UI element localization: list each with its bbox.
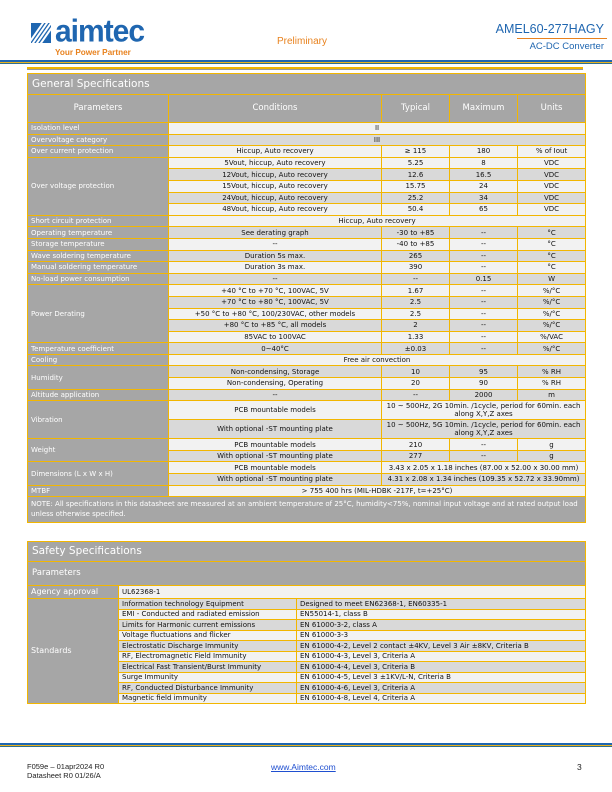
param-value: 4.31 x 2.08 x 1.34 inches (109.35 x 52.72 x 33.90mm) [382,474,586,486]
model-number: AMEL60-277HAGY [495,22,604,36]
maximum: -- [450,320,518,332]
section-title: Safety Specifications [28,542,586,562]
condition: Duration 5s max. [169,250,382,262]
condition: 0~40°C [169,343,382,355]
typical: 2.5 [382,308,450,320]
condition: +50 °C to +80 °C, 100/230VAC, other models [169,308,382,320]
maximum: 180 [450,146,518,158]
param-value: 3.43 x 2.05 x 1.18 inches (87.00 x 52.00 x 30.00 mm) [382,462,586,474]
table-row [28,389,586,401]
param-label: MTBF [28,485,169,497]
param-value: 10 ~ 500Hz, 2G 10min. /1cycle, period for 60min. each along X,Y,Z axes [382,401,586,420]
condition: With optional -ST mounting plate [169,420,382,439]
maximum: 65 [450,204,518,216]
table-row [28,485,586,497]
condition: -- [169,238,382,250]
condition: 12Vout, hiccup, Auto recovery [169,169,382,181]
condition: 85VAC to 100VAC [169,331,382,343]
logo-tagline: Your Power Partner [55,48,131,57]
standard-name: RF, Conducted Disturbance Immunity [119,683,297,694]
unit: %/°C [518,320,586,332]
standard-name: EMI - Conducted and radiated emission [119,609,297,620]
param-label: Dimensions (L x W x H) [28,462,169,485]
unit: %/°C [518,296,586,308]
maximum: 24 [450,180,518,192]
table-row [28,146,586,158]
specifications-note: NOTE: All specifications in this datasheet are measured at an ambient temperature of 25°C, humidity<75%, nominal input voltage and at rated output load unless otherwise specified. [28,497,586,522]
unit: %/°C [518,285,586,297]
safety-specifications-table [27,541,586,704]
condition: 15Vout, hiccup, Auto recovery [169,180,382,192]
maximum: -- [450,308,518,320]
condition: With optional -ST mounting plate [169,474,382,486]
typical: 20 [382,378,450,390]
maximum: 0.15 [450,273,518,285]
unit: m [518,389,586,401]
maximum: -- [450,227,518,239]
table-row [28,401,586,420]
param-label: Isolation level [28,123,169,135]
table-row [28,215,586,227]
unit: % of Iout [518,146,586,158]
maximum: -- [450,450,518,462]
footer-document-info [27,762,104,780]
standard-value: EN 61000-4-2, Level 2 contact ±4KV, Level 3 Air ±8KV, Criteria B [297,641,586,652]
param-label: Wave soldering temperature [28,250,169,262]
unit: °C [518,238,586,250]
typical: 277 [382,450,450,462]
table-row [28,238,586,250]
maximum: 95 [450,366,518,378]
maximum: 16.5 [450,169,518,181]
table-row [28,586,586,599]
table-row [28,134,586,146]
standard-value: EN 61000-3-3 [297,630,586,641]
general-specifications-table [27,73,586,523]
param-label: Agency approval [28,586,119,599]
maximum: -- [450,250,518,262]
website-link[interactable]: www.Aimtec.com [271,762,336,772]
condition: 48Vout, hiccup, Auto recovery [169,204,382,216]
maximum: 8 [450,157,518,169]
header-divider-dark [0,63,612,64]
footer-divider-dark [0,746,612,747]
standard-name: Magnetic field immunity [119,693,297,704]
standard-name: RF, Electromagnetic Field Immunity [119,651,297,662]
param-value: 10 ~ 500Hz, 5G 10min. /1cycle, period for 60min. each along X,Y,Z axes [382,420,586,439]
condition: PCB mountable models [169,462,382,474]
condition: -- [169,273,382,285]
param-label: Humidity [28,366,169,389]
logo-wordmark: aimtec [55,14,145,49]
param-value: Free air convection [169,354,586,366]
param-value: Hiccup, Auto recovery [169,215,586,227]
typical: 50.4 [382,204,450,216]
unit: g [518,439,586,451]
typical: ±0.03 [382,343,450,355]
typical: 12.6 [382,169,450,181]
param-label: Altitude application [28,389,169,401]
condition: 24Vout, hiccup, Auto recovery [169,192,382,204]
maximum: -- [450,343,518,355]
condition: Duration 3s max. [169,262,382,274]
page-number: 3 [577,762,582,772]
table-row [28,343,586,355]
header-rule-gray [27,69,583,70]
standard-name: Limits for Harmonic current emissions [119,620,297,631]
condition: +80 °C to +85 °C, all models [169,320,382,332]
param-value: III [169,134,586,146]
table-row [28,462,586,474]
table-row [28,366,586,378]
unit: g [518,450,586,462]
column-header: Parameters [28,562,586,586]
standard-value: EN 61000-4-3, Level 3, Criteria A [297,651,586,662]
logo-mark-icon [31,23,51,43]
column-header: Conditions [169,95,382,123]
model-underline [517,38,607,39]
column-header: Maximum [450,95,518,123]
condition: -- [169,389,382,401]
typical: 10 [382,366,450,378]
unit: VDC [518,204,586,216]
condition: See derating graph [169,227,382,239]
param-label: Short circuit protection [28,215,169,227]
param-label: Vibration [28,401,169,439]
page-header [0,0,612,72]
param-label: Power Derating [28,285,169,343]
standard-name: Voltage fluctuations and flicker [119,630,297,641]
maximum: -- [450,296,518,308]
maximum: -- [450,262,518,274]
typical: 5.25 [382,157,450,169]
typical: 210 [382,439,450,451]
aimtec-logo [31,14,161,61]
standard-name: Surge Immunity [119,672,297,683]
param-label: Manual soldering temperature [28,262,169,274]
unit: VDC [518,169,586,181]
condition: Non-condensing, Storage [169,366,382,378]
table-row [28,262,586,274]
standard-name: Electrostatic Discharge Immunity [119,641,297,652]
unit: %/°C [518,308,586,320]
param-value: II [169,123,586,135]
column-header: Typical [382,95,450,123]
standard-value: EN 61000-4-4, Level 3, Criteria B [297,662,586,673]
standard-value: EN55014-1, class B [297,609,586,620]
typical: 390 [382,262,450,274]
unit: VDC [518,180,586,192]
param-label: Operating temperature [28,227,169,239]
condition: PCB mountable models [169,401,382,420]
typical: 2 [382,320,450,332]
product-type: AC-DC Converter [529,41,604,52]
maximum: -- [450,439,518,451]
unit: °C [518,250,586,262]
condition: PCB mountable models [169,439,382,451]
typical: -- [382,273,450,285]
condition: With optional -ST mounting plate [169,450,382,462]
typical: 1.67 [382,285,450,297]
table-row [28,439,586,451]
maximum: 90 [450,378,518,390]
standard-value: EN 61000-4-6, Level 3, Criteria A [297,683,586,694]
standard-value: Designed to meet EN62368-1, EN60335-1 [297,599,586,610]
unit: °C [518,262,586,274]
table-row [28,250,586,262]
param-label: Cooling [28,354,169,366]
unit: %/VAC [518,331,586,343]
maximum: 34 [450,192,518,204]
maximum: -- [450,285,518,297]
typical: ≥ 115 [382,146,450,158]
column-header: Units [518,95,586,123]
standard-name: Information technology Equipment [119,599,297,610]
typical: 2.5 [382,296,450,308]
section-title: General Specifications [28,74,586,95]
form-code: F059e – 01apr2024 R0 [27,762,105,771]
datasheet-revision: Datasheet R0 01/26/A [27,771,101,780]
param-value: > 755 400 hrs (MIL-HDBK -217F, t=+25°C) [169,485,586,497]
table-row [28,599,586,610]
param-label: Overvoltage category [28,134,169,146]
typical: 1.33 [382,331,450,343]
unit: VDC [518,192,586,204]
unit: % RH [518,378,586,390]
param-label: Weight [28,439,169,462]
unit: % RH [518,366,586,378]
standard-value: EN 61000-3-2, class A [297,620,586,631]
condition: Non-condensing, Operating [169,378,382,390]
unit: W [518,273,586,285]
maximum: -- [450,238,518,250]
table-row [28,227,586,239]
param-label: Over voltage protection [28,157,169,215]
typical: -40 to +85 [382,238,450,250]
param-label: Temperature coefficient [28,343,169,355]
unit: %/°C [518,343,586,355]
typical: 15.75 [382,180,450,192]
condition: +70 °C to +80 °C, 100VAC, 5V [169,296,382,308]
table-row [28,157,586,169]
standard-name: Electrical Fast Transient/Burst Immunity [119,662,297,673]
table-row [28,354,586,366]
typical: -30 to +85 [382,227,450,239]
typical: 25.2 [382,192,450,204]
unit: °C [518,227,586,239]
param-label: Storage temperature [28,238,169,250]
condition: Hiccup, Auto recovery [169,146,382,158]
preliminary-label: Preliminary [277,36,328,47]
unit: VDC [518,157,586,169]
param-label: Over current protection [28,146,169,158]
column-header: Parameters [28,95,169,123]
typical: 265 [382,250,450,262]
table-row [28,273,586,285]
standard-value: EN 61000-4-5, Level 3 ±1KV/L-N, Criteria B [297,672,586,683]
condition: 5Vout, hiccup, Auto recovery [169,157,382,169]
maximum: -- [450,331,518,343]
typical: -- [382,389,450,401]
standard-value: EN 61000-4-8, Level 4, Criteria A [297,693,586,704]
param-value: UL62368-1 [119,586,586,599]
table-row [28,123,586,135]
param-label: No-load power consumption [28,273,169,285]
table-row [28,285,586,297]
param-label: Standards [28,599,119,704]
condition: +40 °C to +70 °C, 100VAC, 5V [169,285,382,297]
maximum: 2000 [450,389,518,401]
